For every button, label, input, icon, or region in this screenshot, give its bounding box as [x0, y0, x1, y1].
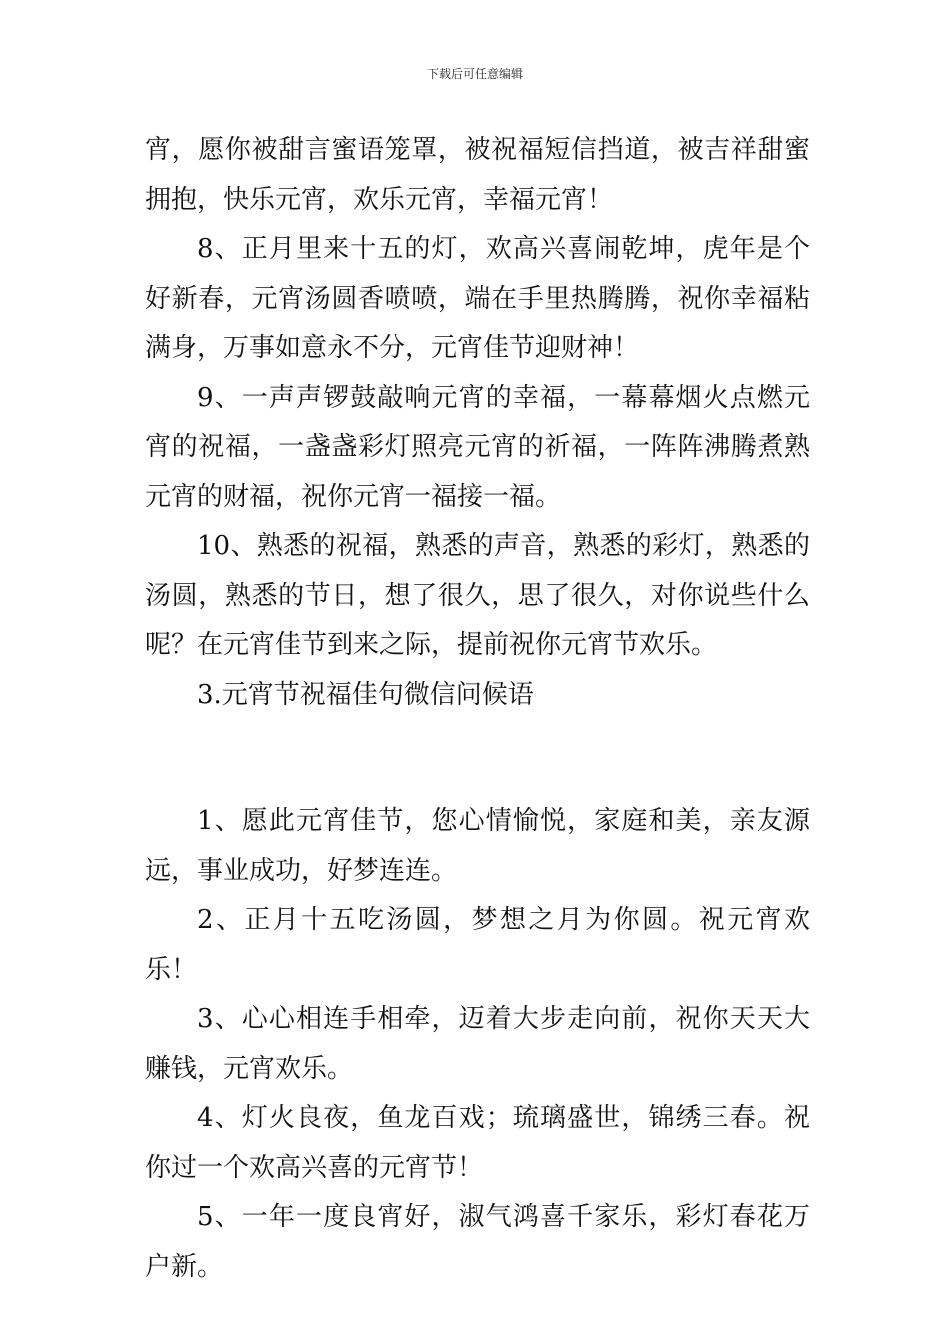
paragraph-item-10: 10、熟悉的祝福，熟悉的声音，熟悉的彩灯，熟悉的汤圆，熟悉的节日，想了很久，思了很久，对你说些什么呢？在元宵佳节到来之际，提前祝你元宵节欢乐。 — [145, 531, 810, 660]
list-item: 2、正月十五吃汤圆，梦想之月为你圆。祝元宵欢乐！ — [145, 905, 810, 985]
list-item: 3、心心相连手相牵，迈着大步走向前，祝你天天大赚钱，元宵欢乐。 — [145, 1004, 810, 1084]
list-item: 4、灯火良夜，鱼龙百戏；琉璃盛世，锦绣三春。祝你过一个欢高兴喜的元宵节！ — [145, 1103, 810, 1183]
paragraph-item-9: 9、一声声锣鼓敲响元宵的幸福，一幕幕烟火点燃元宵的祝福，一盏盏彩灯照亮元宵的祈福，一阵阵沸腾煮熟元宵的财福，祝你元宵一福接一福。 — [145, 382, 810, 512]
list-item: 5、一年一度良宵好，淑气鸿喜千家乐，彩灯春花万户新。 — [145, 1202, 810, 1282]
section-heading: 3.元宵节祝福佳句微信问候语 — [197, 679, 534, 710]
paragraph-continued: 宵，愿你被甜言蜜语笼罩，被祝福短信挡道，被吉祥甜蜜拥抱，快乐元宵，欢乐元宵，幸福元宵！ — [145, 135, 810, 215]
header-note: 下载后可任意编辑 — [426, 67, 523, 81]
paragraph-item-8: 8、正月里来十五的灯，欢高兴喜闹乾坤，虎年是个好新春，元宵汤圆香喷喷，端在手里热腾腾，祝你幸福粘满身，万事如意永不分，元宵佳节迎财神！ — [145, 234, 810, 363]
list-item: 1、愿此元宵佳节，您心情愉悦，家庭和美，亲友源远，事业成功，好梦连连。 — [145, 806, 810, 886]
document-body — [145, 126, 810, 1292]
